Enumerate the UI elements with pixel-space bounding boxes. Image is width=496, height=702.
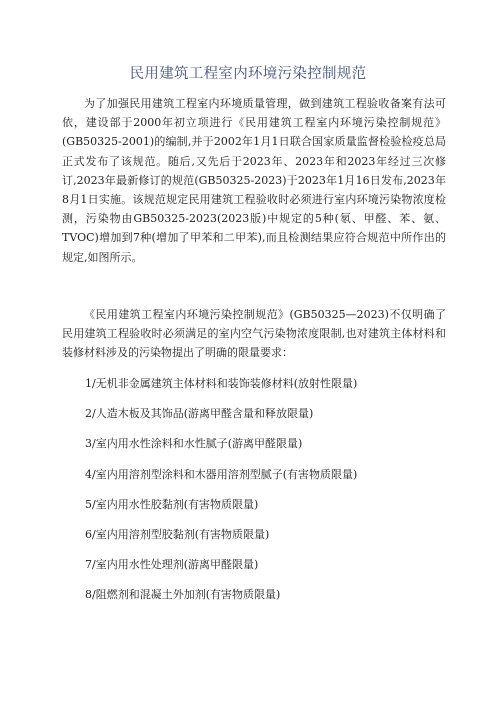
list-item: 6/室内用溶剂型胶黏剂(有害物质限量) bbox=[85, 527, 270, 541]
requirements-paragraph: 《民用建筑工程室内环境污染控制规范》(GB50325—2023)不仅明确了民用建筑工程验收时必须满足的室内空气污染物浓度限制,也对建筑主体材料和装修材料涉及的污染物提出了明确的限量要求： bbox=[62, 308, 446, 360]
list-item: 4/室内用溶剂型涂料和木器用溶剂型腻子(有害物质限量) bbox=[85, 467, 358, 481]
list-item: 1/无机非金属建筑主体材料和装饰装修材料(放射性限量) bbox=[85, 377, 358, 390]
list-item: 2/人造木板及其饰品(游离甲醛含量和释放限量) bbox=[85, 407, 314, 421]
list-item: 8/阻燃剂和混凝土外加剂(有害物质限量) bbox=[85, 588, 281, 602]
intro-paragraph: 为了加强民用建筑工程室内环境质量管理，做到建筑工程验收备案有法可依，建设部于2000年初立项进行《民用建筑工程室内环境污染控制规范》(GB50325-2001)的编制,并于2002年1月1日联合国家质量监督检验检疫总局正式发布了该规范。随后,又先后于2023年、2023年和2023年经过三次修订,2023年最新修订的规范(GB50325-2023)于2023年1月16日发布,2023年8月1日实施。该规范规定民用建筑工程验收时必须进行室内环境污染物浓度检测，污染物由GB50325-2023(2023版)中规定的5种(氡、甲醛、苯、氨、TVOC)增加到7种(增加了甲苯和二甲苯),而且检测结果应符合规范中所作出的规定,如图所示。 bbox=[62, 97, 446, 264]
list-item: 3/室内用水性涂料和水性腻子(游离甲醛限量) bbox=[85, 437, 303, 451]
list-item: 5/室内用水性胶黏剂(有害物质限量) bbox=[85, 497, 259, 511]
material-limit-list bbox=[85, 377, 455, 619]
page-title: 民用建筑工程室内环境污染控制规范 bbox=[129, 66, 367, 82]
list-item: 7/室内用水性处理剂(游离甲醛限量) bbox=[85, 558, 259, 572]
